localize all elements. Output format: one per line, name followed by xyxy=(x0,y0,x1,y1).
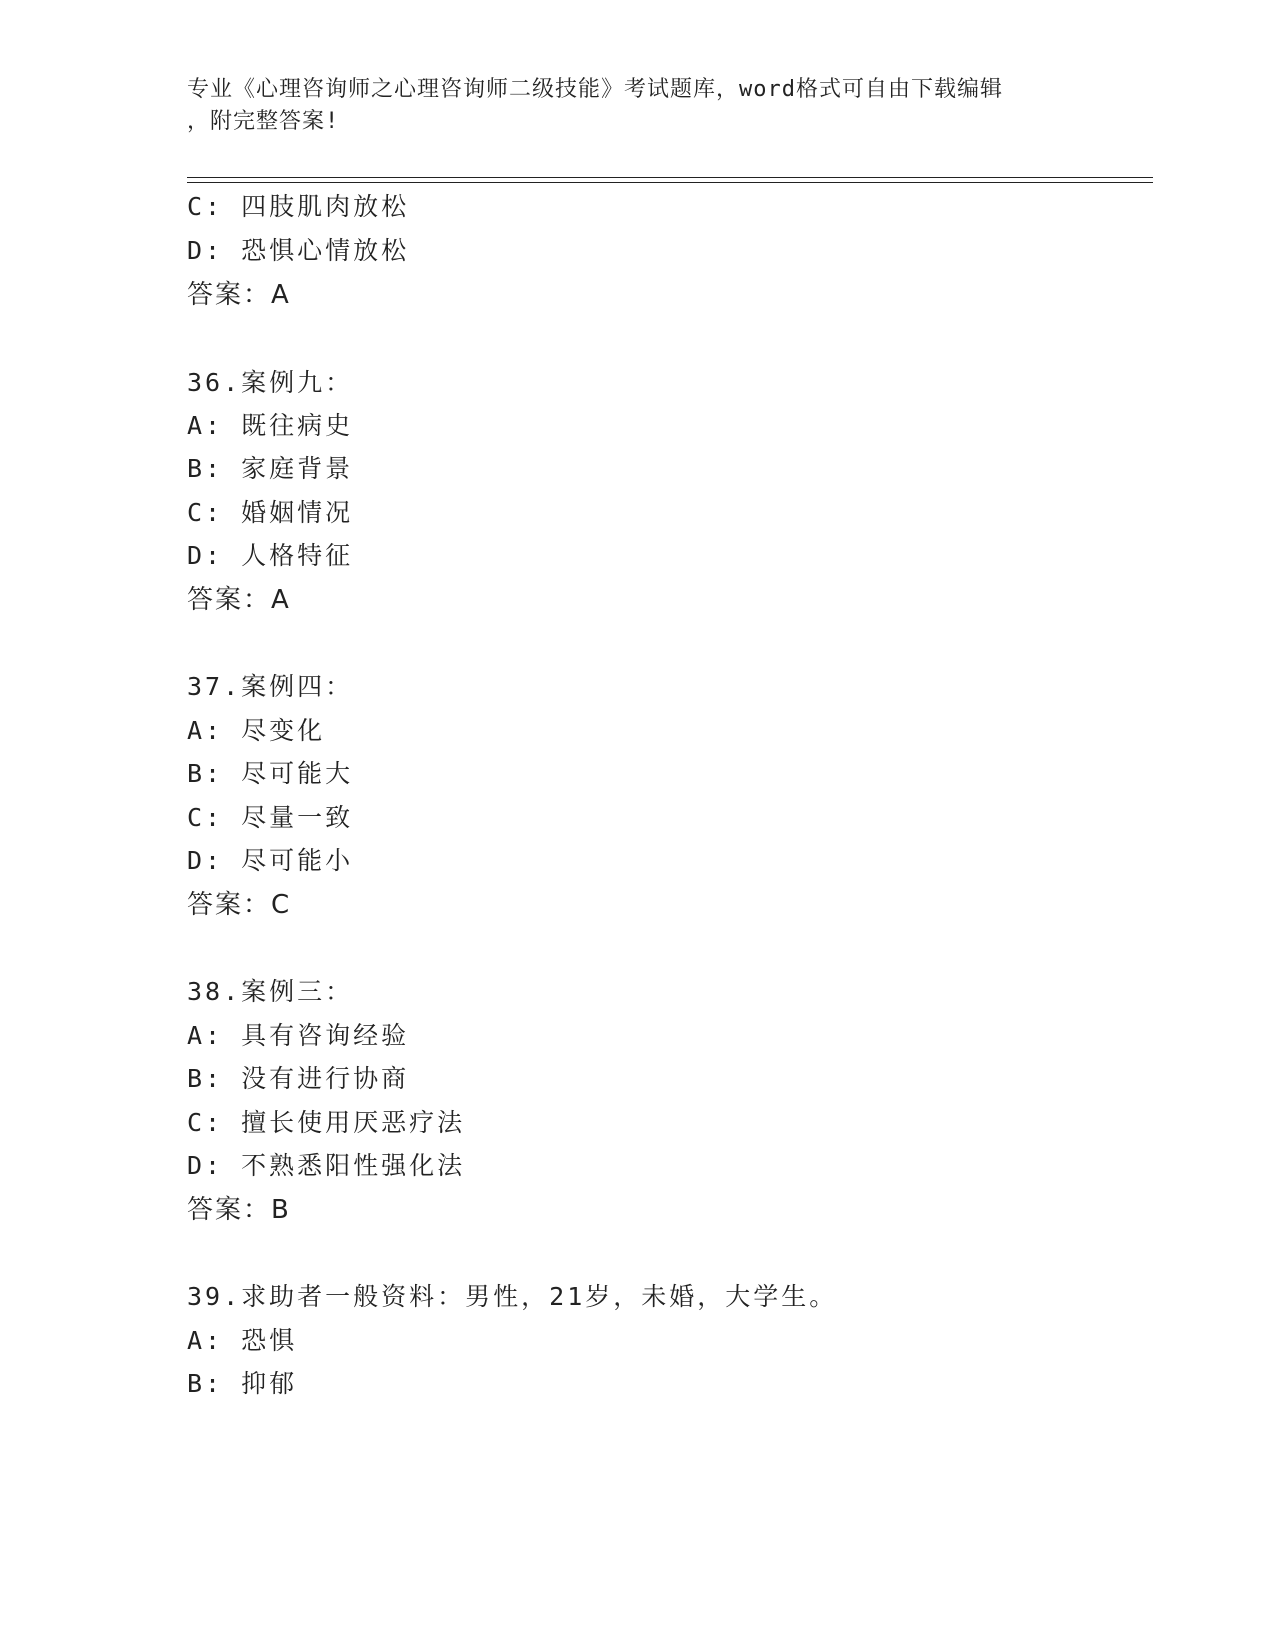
option-line: D: 恐惧心情放松 xyxy=(187,236,410,265)
option-line: A: 恐惧 xyxy=(187,1326,298,1355)
option-line: B: 抑郁 xyxy=(187,1369,298,1398)
question-line: 37.案例四： xyxy=(187,672,354,701)
answer-line: 答案：C xyxy=(187,890,292,920)
option-line: D: 尽可能小 xyxy=(187,846,354,875)
option-line: D: 不熟悉阳性强化法 xyxy=(187,1151,466,1180)
header-divider-top xyxy=(187,177,1153,178)
option-line: A: 具有咨询经验 xyxy=(187,1021,410,1050)
option-line: C: 婚姻情况 xyxy=(187,498,354,527)
option-line: B: 尽可能大 xyxy=(187,759,354,788)
option-line: C: 四肢肌肉放松 xyxy=(187,192,410,221)
option-line: A: 既往病史 xyxy=(187,411,354,440)
option-line: B: 没有进行协商 xyxy=(187,1064,410,1093)
answer-line: 答案：A xyxy=(187,585,291,615)
option-line: C: 擅长使用厌恶疗法 xyxy=(187,1108,466,1137)
document-header xyxy=(187,74,1067,138)
question-line: 39.求助者一般资料：男性，21岁，未婚，大学生。 xyxy=(187,1282,838,1311)
header-line-1: 专业《心理咨询师之心理咨询师二级技能》考试题库，word格式可自由下载编辑 xyxy=(187,77,1003,102)
answer-line: 答案：A xyxy=(187,280,291,310)
header-divider-bottom xyxy=(187,182,1153,183)
header-line-2: ，附完整答案! xyxy=(187,109,340,134)
question-line: 38.案例三： xyxy=(187,977,354,1006)
question-line: 36.案例九： xyxy=(187,368,354,397)
option-line: B: 家庭背景 xyxy=(187,454,354,483)
option-line: D: 人格特征 xyxy=(187,541,354,570)
answer-line: 答案：B xyxy=(187,1195,291,1225)
option-line: A: 尽变化 xyxy=(187,716,326,745)
option-line: C: 尽量一致 xyxy=(187,803,354,832)
